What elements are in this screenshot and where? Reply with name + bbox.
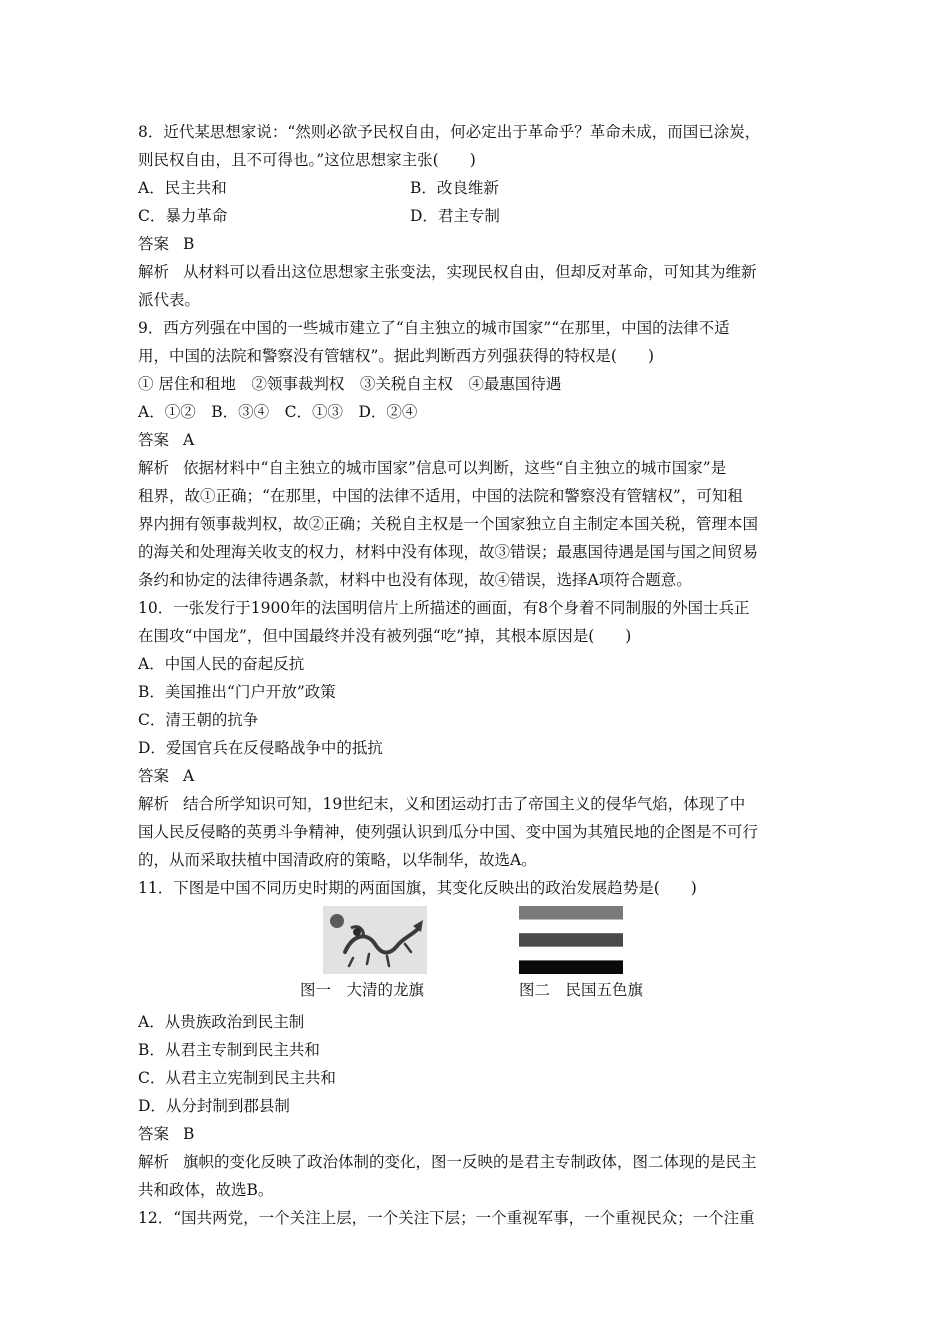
q10-analysis-line-2: 国人民反侵略的英勇斗争精神，使列强认识到瓜分中国、变中国为其殖民地的企图是不可行 xyxy=(138,823,759,841)
q9-stem-line-2: 用，中国的法院和警察没有管辖权”。据此判断西方列强获得的特权是( ) xyxy=(138,347,655,365)
q9-analysis-line-1 xyxy=(138,454,818,482)
q8-answer-value: B xyxy=(183,235,195,253)
q11-answer-value: B xyxy=(183,1125,195,1143)
q11-analysis-label: 解析 xyxy=(138,1153,170,1171)
q9-analysis-line-2: 租界，故①正确；“在那里，中国的法律不适用，中国的法院和警察没有管辖权”，可知租 xyxy=(138,487,743,505)
dragon-flag-image xyxy=(323,906,427,974)
q10-analysis-line-3: 的，从而采取扶植中国清政府的策略，以华制华，故选A。 xyxy=(138,851,537,869)
flag-stripe-2 xyxy=(519,920,623,934)
q8-option-c: C．暴力革命 xyxy=(138,207,228,225)
q9-answer-label: 答案 xyxy=(138,431,170,449)
q8-analysis-text-1: 从材料可以看出这位思想家主张变法，实现民权自由，但却反对革命，可知其为维新 xyxy=(183,263,757,281)
q11-stem: 11．下图是中国不同历史时期的两面国旗，其变化反映出的政治发展趋势是( ) xyxy=(138,879,697,897)
q11-analysis-text-1: 旗帜的变化反映了政治体制的变化，图一反映的是君主专制政体，图二体现的是民主 xyxy=(183,1153,757,1171)
q8-analysis-label: 解析 xyxy=(138,263,170,281)
flag-stripe-4 xyxy=(519,947,623,961)
flag-stripe-3 xyxy=(519,933,623,947)
q9-answer-value: A xyxy=(183,431,195,449)
flag-stripe-5 xyxy=(519,960,623,974)
q11-analysis-line-2: 共和政体，故选B。 xyxy=(138,1181,274,1199)
figure-2-caption: 图二 民国五色旗 xyxy=(519,981,644,999)
q9-analysis-line-5: 条约和协定的法律待遇条款，材料中也没有体现，故④错误，选择A项符合题意。 xyxy=(138,571,692,589)
q10-answer-value: A xyxy=(183,767,195,785)
q8-analysis-line-2: 派代表。 xyxy=(138,291,201,309)
q10-option-b: B．美国推出“门户开放”政策 xyxy=(138,683,336,701)
figure-1-caption: 图一 大清的龙旗 xyxy=(300,981,425,999)
q10-option-d: D．爱国官兵在反侵略战争中的抵抗 xyxy=(138,739,383,757)
q11-answer xyxy=(138,1120,818,1148)
q8-stem-line-1: 8．近代某思想家说：“然则必欲予民权自由，何必定出于革命乎？革命未成，而国已涂炭， xyxy=(138,123,761,141)
q8-option-d: D．君主专制 xyxy=(410,207,500,225)
q9-analysis-text-1: 依据材料中“自主独立的城市国家”信息可以判断，这些“自主独立的城市国家”是 xyxy=(183,459,727,477)
q8-stem-line-2: 则民权自由，且不可得也。”这位思想家主张( ) xyxy=(138,151,476,169)
q10-option-a: A．中国人民的奋起反抗 xyxy=(138,655,305,673)
q10-analysis-line-1 xyxy=(138,790,818,818)
q8-options-row-2 xyxy=(138,202,818,230)
q9-options: A．①② B．③④ C．①③ D．②④ xyxy=(138,403,418,421)
q11-analysis-line-1 xyxy=(138,1148,818,1176)
five-color-flag-image xyxy=(519,906,623,974)
q10-stem-line-2: 在围攻“中国龙”，但中国最终并没有被列强“吃”掉，其根本原因是( ) xyxy=(138,627,632,645)
q9-analysis-label: 解析 xyxy=(138,459,170,477)
q8-option-a: A．民主共和 xyxy=(138,179,227,197)
q8-analysis-line-1 xyxy=(138,258,818,286)
document-content xyxy=(138,118,818,1232)
flag-stripe-1 xyxy=(519,906,623,920)
q11-option-c: C．从君主立宪制到民主共和 xyxy=(138,1069,336,1087)
q11-option-b: B．从君主专制到民主共和 xyxy=(138,1041,320,1059)
q9-analysis-line-4: 的海关和处理海关收支的权力，材料中没有体现，故③错误；最惠国待遇是国与国之间贸易 xyxy=(138,543,759,561)
q11-option-d: D．从分封制到郡县制 xyxy=(138,1097,290,1115)
q9-items: ① 居住和租地 ②领事裁判权 ③关税自主权 ④最惠国待遇 xyxy=(138,375,562,393)
q10-analysis-text-1: 结合所学知识可知，19世纪末，义和团运动打击了帝国主义的侵华气焰，体现了中 xyxy=(183,795,746,813)
q12-stem-line-1: 12．“国共两党，一个关注上层，一个关注下层；一个重视军事，一个重视民众；一个注重 xyxy=(138,1209,755,1227)
q10-answer-label: 答案 xyxy=(138,767,170,785)
q9-stem-line-1: 9．西方列强在中国的一些城市建立了“自主独立的城市国家”“在那里，中国的法律不适 xyxy=(138,319,730,337)
q8-answer xyxy=(138,230,818,258)
q8-option-b: B．改良维新 xyxy=(410,179,499,197)
q8-options-row-1 xyxy=(138,174,818,202)
q10-answer xyxy=(138,762,818,790)
q10-stem-line-1: 10．一张发行于1900年的法国明信片上所描述的画面，有8个身着不同制服的外国士兵正 xyxy=(138,599,750,617)
q11-figures xyxy=(138,902,818,1008)
q8-answer-label: 答案 xyxy=(138,235,170,253)
q11-option-a: A．从贵族政治到民主制 xyxy=(138,1013,305,1031)
q9-answer xyxy=(138,426,818,454)
q10-option-c: C．清王朝的抗争 xyxy=(138,711,259,729)
q10-analysis-label: 解析 xyxy=(138,795,170,813)
q11-answer-label: 答案 xyxy=(138,1125,170,1143)
q9-analysis-line-3: 界内拥有领事裁判权，故②正确；关税自主权是一个国家独立自主制定本国关税，管理本国 xyxy=(138,515,759,533)
